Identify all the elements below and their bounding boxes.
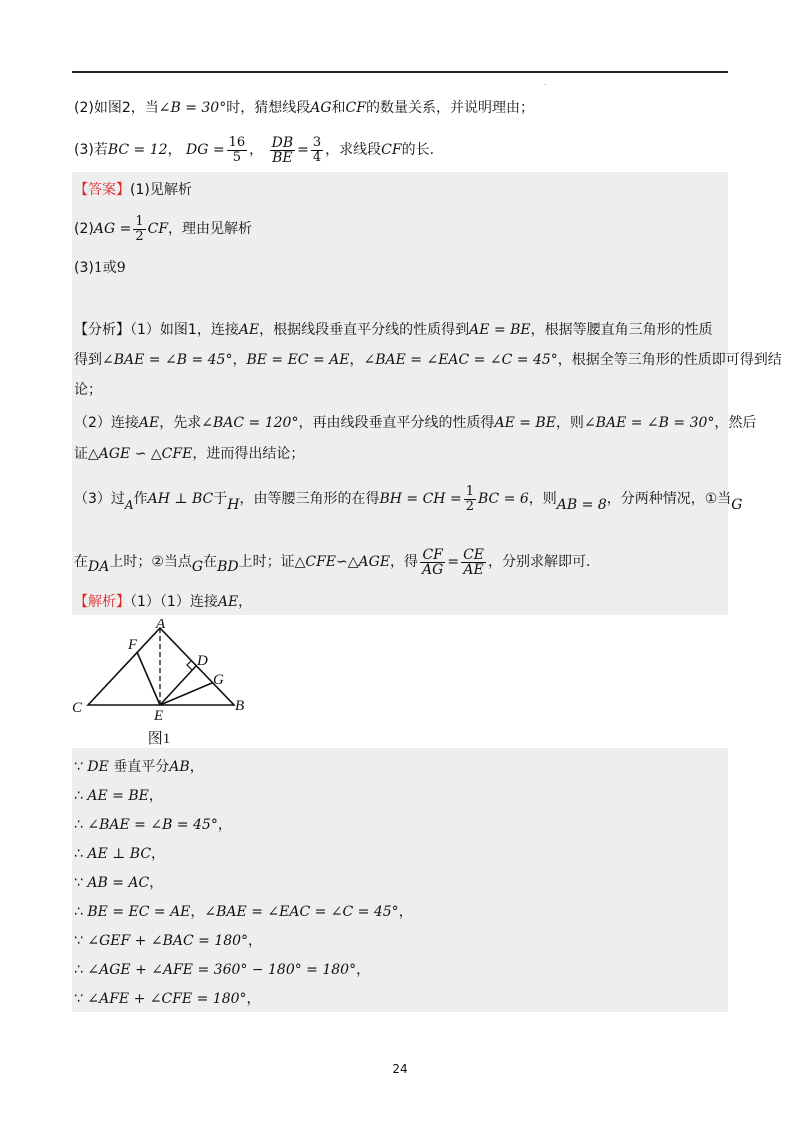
analysis-line-7: 在DA上时；②当点G在BD上时；证△CFE∽△AGE，得 $\frac{CF}{AG}$ = $\frac{CE}{AE}$ ，分别求解即可.: [74, 546, 591, 578]
label-c: C: [72, 700, 83, 716]
answer-1: 【答案】(1)见解析: [74, 182, 192, 198]
solution-step-6: ∴ BE = EC = AE，∠BAE = ∠EAC = ∠C = 45°，: [74, 904, 413, 920]
fraction-db-be: $\frac{DB}{BE}$: [271, 134, 294, 166]
answer-tag: 【答案】: [74, 182, 130, 198]
solution-step-3: ∴ ∠BAE = ∠B = 45°，: [74, 817, 232, 833]
answer-2: (2)AG = $\frac{1}{2}$ CF，理由见解析: [74, 213, 253, 244]
question-3: (3)若BC = 12， DG = $\frac{16}{5}$ ， $\frac{DB}{BE}$ = $\frac{3}{4}$ ，求线段CF的长.: [74, 134, 435, 166]
analysis-line-6: （3）过A作AH ⊥ BC于H，由等腰三角形的在得BH = CH = $\frac{1}{2}$ BC = 6，则AB = 8，分两种情况，①当G: [74, 483, 743, 514]
fraction-cf-ag: $\frac{CF}{AG}$: [422, 546, 444, 578]
analysis-line-1: 【分析】（1）如图1，连接AE，根据线段垂直平分线的性质得到AE = BE，根据等腰直角三角形的性质: [74, 322, 713, 338]
analysis-line-3: 论；: [74, 382, 102, 398]
segment-fe: [137, 652, 160, 705]
fraction-half-bc: $\frac{1}{2}$: [465, 483, 474, 514]
answer-3: (3)1或9: [74, 260, 126, 276]
analysis-tag: 【分析】: [74, 322, 130, 338]
solution-step-8: ∴ ∠AGE + ∠AFE = 360° − 180° = 180°，: [74, 962, 371, 978]
figure-1: [72, 619, 246, 747]
solution-step-4: ∴ AE ⊥ BC，: [74, 846, 166, 862]
label-f: F: [128, 637, 138, 653]
question-2: (2)如图2，当∠B = 30°时，猜想线段AG和CF的数量关系，并说明理由；: [74, 100, 534, 116]
page-number: 24: [392, 1062, 408, 1076]
label-g: G: [213, 672, 224, 688]
right-angle-mark: [187, 661, 192, 670]
solution-tag: 【解析】: [74, 594, 130, 610]
segment-ge: [160, 683, 212, 705]
solution-step-2: ∴ AE = BE，: [74, 788, 163, 804]
segment-de: [160, 666, 196, 705]
fraction-3-4: $\frac{3}{4}$: [312, 134, 322, 165]
figure-caption: 图1: [147, 731, 171, 747]
solution-intro: 【解析】（1）（1）连接AE，: [74, 594, 253, 610]
solution-step-9: ∵ ∠AFE + ∠CFE = 180°，: [74, 991, 261, 1007]
fraction-half: $\frac{1}{2}$: [135, 213, 144, 244]
solution-step-1: ∵ DE 垂直平分AB，: [74, 759, 204, 775]
analysis-line-4: （2）连接AE，先求∠BAC = 120°，再由线段垂直平分线的性质得AE = BE，则∠BAE = ∠B = 30°，然后: [74, 415, 757, 431]
label-d: D: [197, 653, 208, 669]
header-mark: .: [544, 78, 547, 87]
label-e: E: [154, 708, 164, 724]
solution-step-5: ∵ AB = AC，: [74, 875, 164, 891]
header-rule: [72, 71, 728, 73]
analysis-line-2: 得到∠BAE = ∠B = 45°，BE = EC = AE，∠BAE = ∠EAC = ∠C = 45°，根据全等三角形的性质即可得到结: [74, 352, 782, 368]
solution-step-7: ∵ ∠GEF + ∠BAC = 180°，: [74, 933, 263, 949]
label-a: A: [156, 619, 166, 632]
analysis-line-5: 证△AGE ∽ △CFE，进而得出结论；: [74, 446, 305, 462]
fraction-dg: $\frac{16}{5}$: [228, 134, 246, 165]
triangle-diagram: [72, 619, 246, 747]
label-b: B: [235, 698, 245, 714]
triangle-abc: [88, 628, 234, 705]
fraction-ce-ae: $\frac{CE}{AE}$: [463, 546, 485, 578]
